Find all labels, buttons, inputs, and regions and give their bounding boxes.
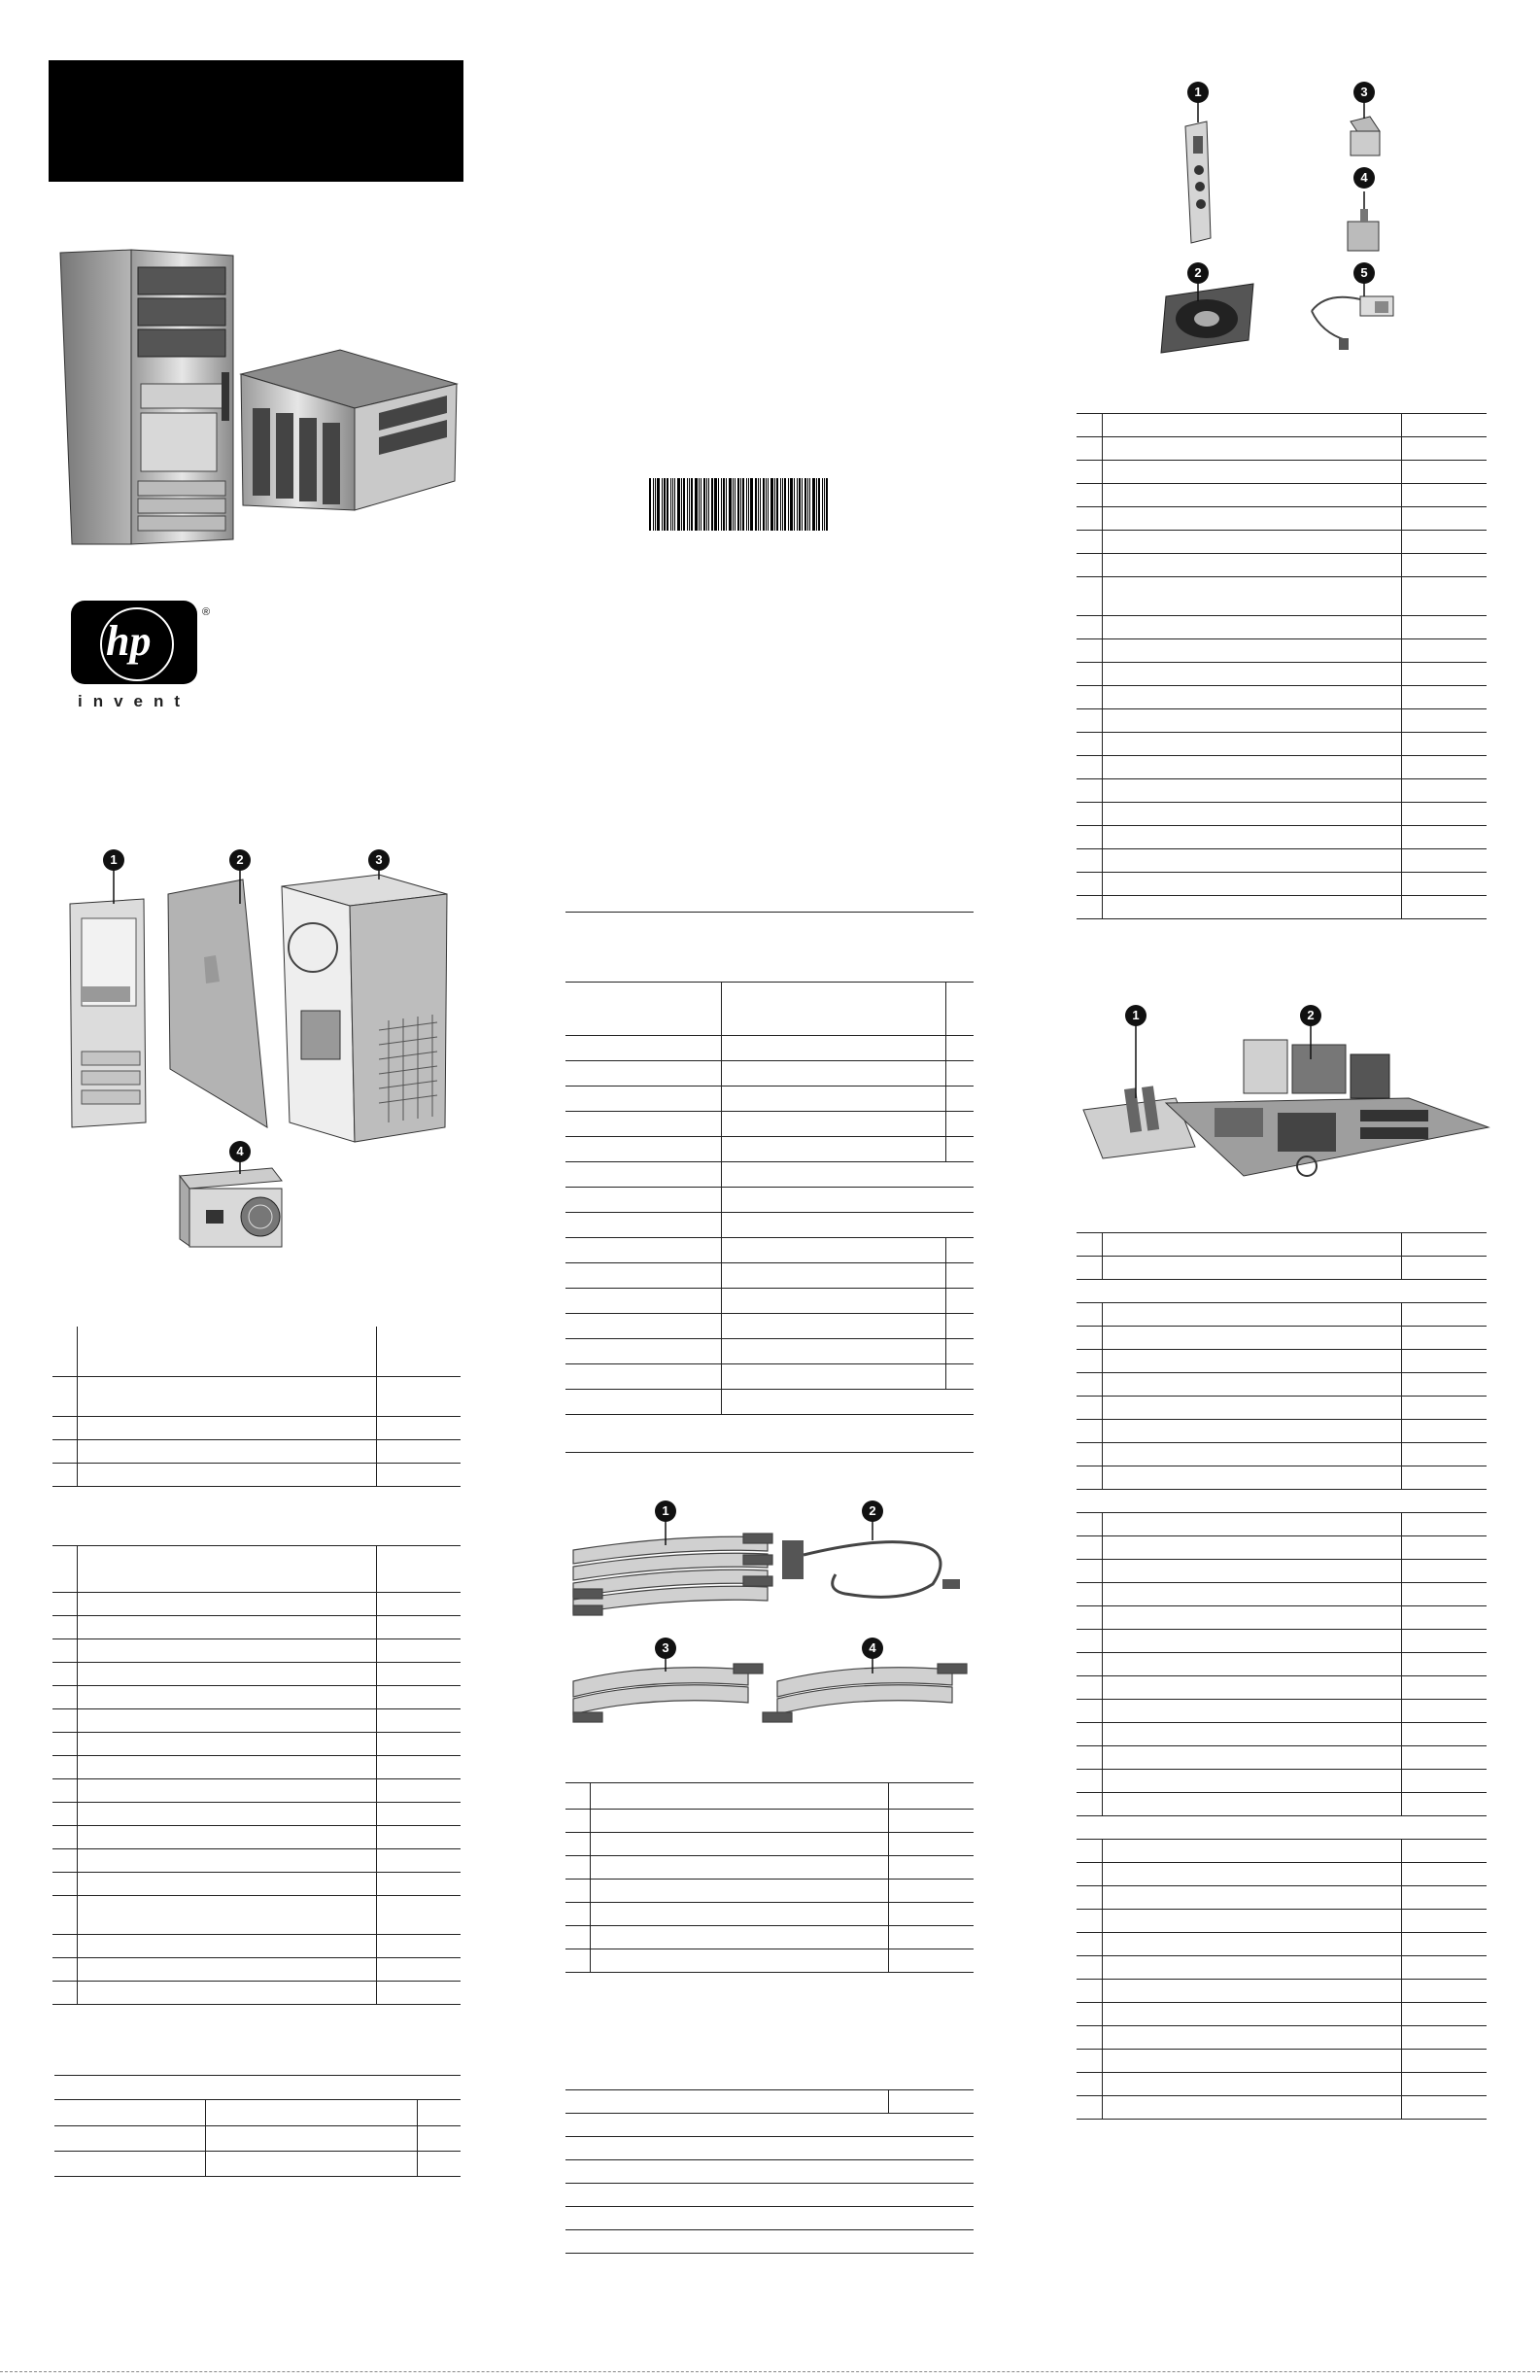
switch-image xyxy=(1312,296,1393,350)
barcode-bar xyxy=(824,478,825,531)
barcode-bar xyxy=(780,478,781,531)
barcode-bar xyxy=(674,478,675,531)
system-spare-parts-table xyxy=(52,1545,461,2005)
barcode-bar xyxy=(653,478,654,531)
barcode-bar xyxy=(818,478,820,531)
barcode-bar xyxy=(799,478,801,531)
barcode-bar xyxy=(703,478,705,531)
barcode-bar xyxy=(770,478,773,531)
documentation-spare-parts-table xyxy=(565,2089,974,2254)
memory-table xyxy=(1077,1512,1487,1816)
callout-2: 2 xyxy=(229,849,251,871)
barcode-bar xyxy=(714,478,717,531)
callout-3: 3 xyxy=(1353,82,1375,103)
barcode-bar xyxy=(748,478,749,531)
barcode-bar xyxy=(708,478,709,531)
barcode-bar xyxy=(784,478,786,531)
barcode-bar xyxy=(794,478,795,531)
barcode-bar xyxy=(655,478,656,531)
hp-logo-text: hp xyxy=(106,617,152,665)
callout-1: 1 xyxy=(103,849,124,871)
section-rule xyxy=(565,1452,974,1453)
front-io-panel-image xyxy=(1185,121,1211,243)
power-button-image xyxy=(1348,209,1379,251)
barcode-bar xyxy=(737,478,739,531)
barcode-bar xyxy=(664,478,666,531)
barcode-bar xyxy=(766,478,767,531)
system-boards-illustration xyxy=(1069,1001,1496,1190)
hp-tagline: invent xyxy=(78,692,191,710)
barcode-bar xyxy=(689,478,690,531)
barcode-bar xyxy=(797,478,798,531)
processors-table xyxy=(1077,1302,1487,1490)
barcode-bar xyxy=(826,478,828,531)
barcode-bar xyxy=(750,478,753,531)
keyboard-spare-parts-table xyxy=(54,2099,461,2177)
barcode-bar xyxy=(822,478,823,531)
barcode-bar xyxy=(776,478,778,531)
barcode-bar xyxy=(683,478,685,531)
barcode-bar xyxy=(809,478,810,531)
barcode-bar xyxy=(726,478,727,531)
barcode-bar xyxy=(695,478,698,531)
callout-3: 3 xyxy=(368,849,390,871)
option-boards-table xyxy=(1077,1839,1487,2120)
cable-image xyxy=(573,1534,772,1615)
desktop-computer-image xyxy=(241,350,457,510)
callout-1: 1 xyxy=(655,1500,676,1522)
cable-image xyxy=(782,1540,960,1597)
barcode-bar xyxy=(667,478,668,531)
callout-4: 4 xyxy=(229,1141,251,1162)
barcode-bar xyxy=(706,478,707,531)
barcode-bar xyxy=(672,478,673,531)
callout-4: 4 xyxy=(862,1638,883,1659)
tower-computer-image xyxy=(60,250,233,544)
callout-3: 3 xyxy=(655,1638,676,1659)
system-board-image xyxy=(1166,1040,1489,1176)
barcode-bar xyxy=(721,478,722,531)
barcode-bar xyxy=(768,478,769,531)
barcode-bar xyxy=(788,478,789,531)
callout-1: 1 xyxy=(1125,1005,1146,1026)
section-rule xyxy=(54,2075,461,2076)
fold-line xyxy=(0,2371,1540,2372)
speaker-image xyxy=(1161,284,1253,353)
riser-card-image xyxy=(1083,1086,1195,1158)
callout-1: 1 xyxy=(1187,82,1209,103)
barcode-bar xyxy=(711,478,713,531)
barcode-bar xyxy=(774,478,775,531)
barcode-bar xyxy=(729,478,732,531)
standard-boards-table xyxy=(1077,1232,1487,1280)
barcode-bar xyxy=(755,478,757,531)
barcode-bar xyxy=(807,478,808,531)
barcode xyxy=(649,478,884,531)
barcode-bar xyxy=(662,478,663,531)
barcode-bar xyxy=(782,478,783,531)
section-rule xyxy=(565,912,974,913)
barcode-bar xyxy=(649,478,651,531)
access-panel-image xyxy=(168,880,267,1127)
barcode-bar xyxy=(760,478,761,531)
barcode-bar xyxy=(746,478,747,531)
barcode-bar xyxy=(691,478,693,531)
barcode-bar xyxy=(804,478,806,531)
registered-mark: ® xyxy=(202,606,211,618)
barcode-bar xyxy=(687,478,688,531)
barcode-bar xyxy=(735,478,736,531)
chassis-parts-illustration xyxy=(58,845,466,1254)
barcode-bar xyxy=(699,478,700,531)
mass-storage-spare-parts-table xyxy=(565,982,974,1415)
callout-2: 2 xyxy=(1300,1005,1321,1026)
cables-illustration xyxy=(564,1497,972,1749)
barcode-bar xyxy=(758,478,759,531)
power-supply-image xyxy=(180,1168,282,1247)
cables-spare-parts-table xyxy=(565,1782,974,1973)
chassis-spare-parts-table xyxy=(52,1327,461,1487)
barcode-bar xyxy=(701,478,702,531)
switch-image xyxy=(1351,117,1380,155)
misc-parts-illustration xyxy=(1156,78,1438,364)
cable-image xyxy=(573,1664,763,1722)
product-photo xyxy=(58,248,466,549)
barcode-bar xyxy=(812,478,815,531)
title-block xyxy=(49,60,463,182)
barcode-bar xyxy=(802,478,803,531)
barcode-bar xyxy=(718,478,719,531)
barcode-bar xyxy=(790,478,793,531)
callout-2: 2 xyxy=(862,1500,883,1522)
barcode-bar xyxy=(723,478,725,531)
callout-5: 5 xyxy=(1353,262,1375,284)
barcode-bar xyxy=(740,478,741,531)
barcode-bar xyxy=(657,478,660,531)
barcode-bar xyxy=(670,478,671,531)
barcode-bar xyxy=(742,478,744,531)
barcode-bar xyxy=(733,478,734,531)
front-bezel-image xyxy=(70,899,146,1127)
cable-image xyxy=(763,1664,967,1722)
callout-4: 4 xyxy=(1353,167,1375,189)
barcode-bar xyxy=(816,478,817,531)
callout-2: 2 xyxy=(1187,262,1209,284)
chassis-image xyxy=(282,875,447,1142)
barcode-bar xyxy=(763,478,765,531)
barcode-bar xyxy=(677,478,680,531)
miscellaneous-spare-parts-table xyxy=(1077,413,1487,919)
barcode-bar xyxy=(681,478,682,531)
